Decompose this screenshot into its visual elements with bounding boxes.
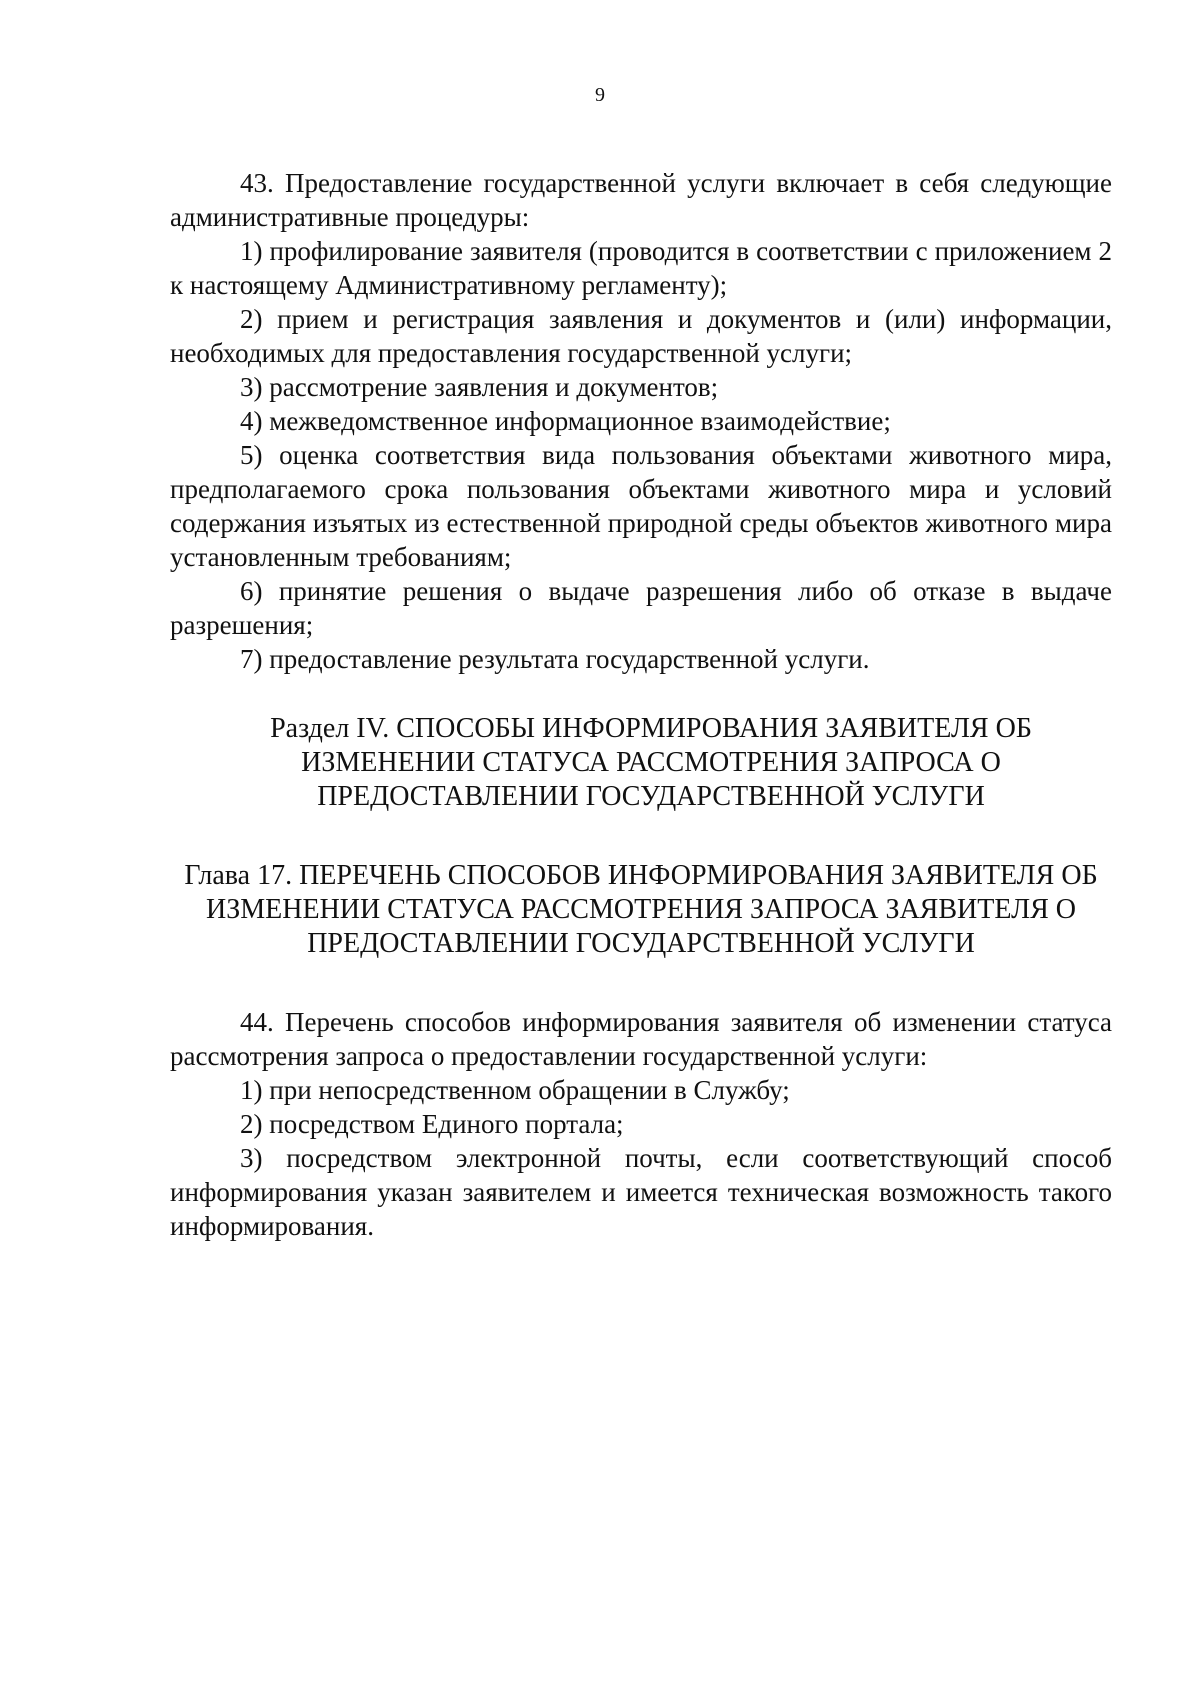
page-number: 9 [595, 84, 605, 106]
paragraph-43-intro: 43. Предоставление государственной услуги включает в себя следующие административные процедуры: [170, 168, 1112, 232]
paragraph-43-item-2: 2) прием и регистрация заявления и документов и (или) информации, необходимых для предоставления государственной услуги; [170, 304, 1112, 368]
paragraph-44-intro: 44. Перечень способов информирования заявителя об изменении статуса рассмотрения запроса о предоставлении государственной услуги: [170, 1007, 1112, 1071]
paragraph-43-item-7: 7) предоставление результата государственной услуги. [240, 644, 870, 674]
chapter-heading: Глава 17. ПЕРЕЧЕНЬ СПОСОБОВ ИНФОРМИРОВАНИЯ ЗАЯВИТЕЛЯ ОБ ИЗМЕНЕНИИ СТАТУСА РАССМОТРЕНИЯ ЗАПРОСА ЗАЯВИТЕЛЯ О ПРЕДОСТАВЛЕНИИ ГОСУДАРСТВЕННОЙ УСЛУГИ [184, 860, 1098, 959]
paragraph-44-item-3: 3) посредством электронной почты, если соответствующий способ информирования указан заявителем и имеется техническая возможность такого информирования. [170, 1143, 1112, 1241]
paragraph-43-item-5: 5) оценка соответствия вида пользования объектами животного мира, предполагаемого срока пользования объектами животного мира и условий содержания изъятых из естественной природной среды объектов животного мира установленным требованиям; [170, 440, 1112, 572]
paragraph-43-item-3: 3) рассмотрение заявления и документов; [240, 372, 719, 402]
paragraph-44-item-2: 2) посредством Единого портала; [240, 1109, 624, 1139]
paragraph-44-item-1: 1) при непосредственном обращении в Службу; [240, 1075, 790, 1105]
section-heading: Раздел IV. СПОСОБЫ ИНФОРМИРОВАНИЯ ЗАЯВИТЕЛЯ ОБ ИЗМЕНЕНИИ СТАТУСА РАССМОТРЕНИЯ ЗАПРОСА О ПРЕДОСТАВЛЕНИИ ГОСУДАРСТВЕННОЙ УСЛУГИ [270, 713, 1032, 812]
document-body [170, 166, 1112, 1243]
paragraph-43-item-1: 1) профилирование заявителя (проводится в соответствии с приложением 2 к настоящему Административному регламенту); [170, 236, 1112, 300]
paragraph-43-item-4: 4) межведомственное информационное взаимодействие; [240, 406, 891, 436]
paragraph-43-item-6: 6) принятие решения о выдаче разрешения либо об отказе в выдаче разрешения; [170, 576, 1112, 640]
